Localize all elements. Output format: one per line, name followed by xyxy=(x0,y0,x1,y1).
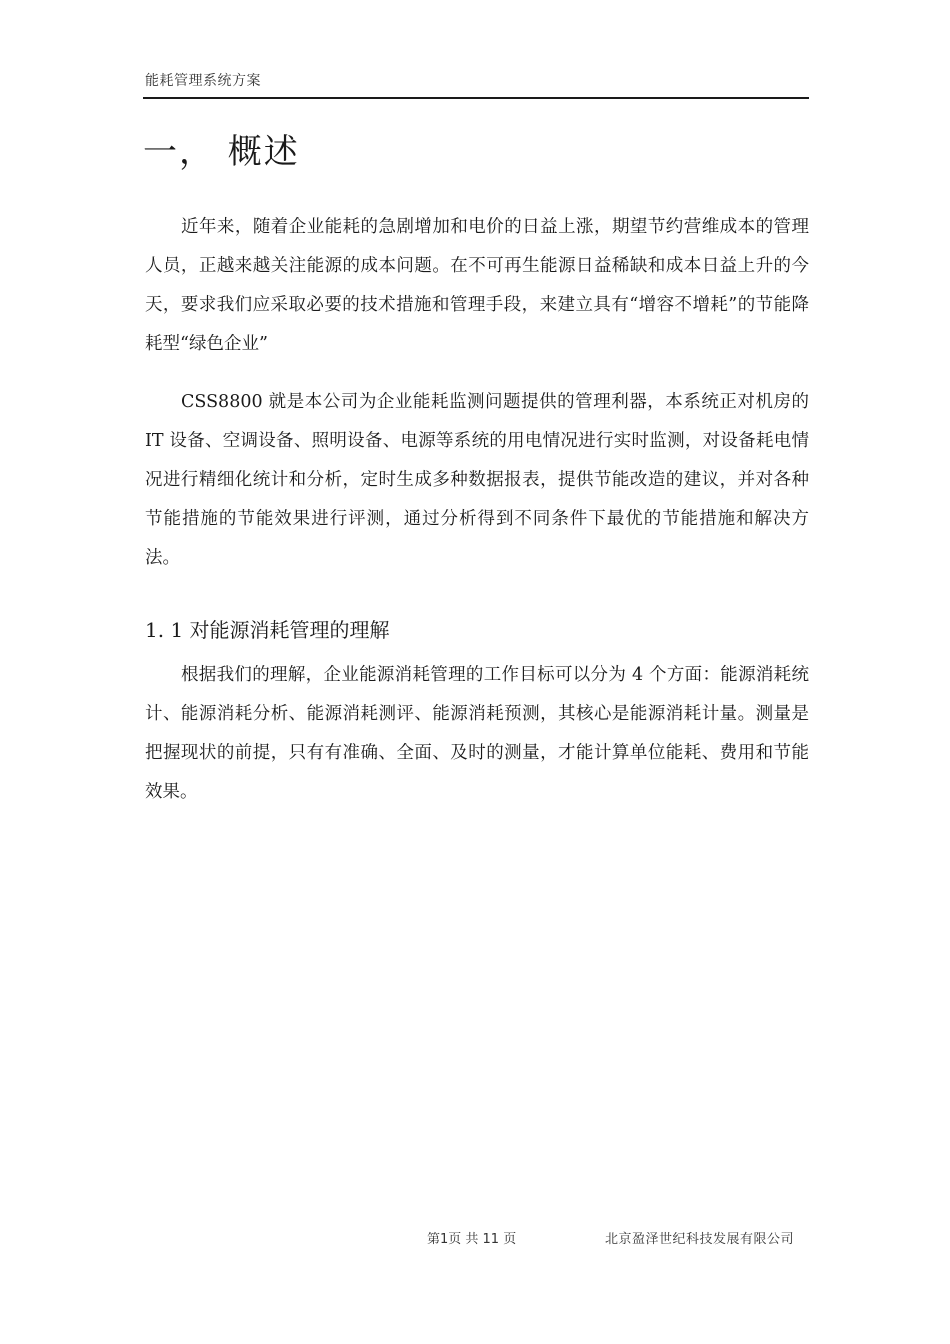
intro-paragraph: 近年来，随着企业能耗的急剧增加和电价的日益上涨，期望节约营维成本的管理人员，正越来越关注能源的成本问题。在不可再生能源日益稀缺和成本日益上升的今天，要求我们应采取必要的技术措施和管理手段，来建立具有“增容不增耗”的节能降耗型“绿色企业” xyxy=(145,217,809,354)
chapter-title: 一， 概述 xyxy=(143,132,300,172)
running-header: 能耗管理系统方案 xyxy=(145,73,261,89)
header-divider xyxy=(143,97,809,99)
product-paragraph: CSS8800 就是本公司为企业能耗监测问题提供的管理利器，本系统正对机房的 IT 设备、空调设备、照明设备、电源等系统的用电情况进行实时监测，对设备耗电情况进行精细化统计和分析，定时生成多种数据报表，提供节能改造的建议，并对各种节能措施的节能效果进行评测，通过分析得到不同条件下最优的节能措施和解决方法。 xyxy=(145,392,809,568)
company-name: 北京盈泽世纪科技发展有限公司 xyxy=(605,1232,795,1247)
section-title: 1. 1 对能源消耗管理的理解 xyxy=(145,618,390,642)
section-paragraph: 根据我们的理解，企业能源消耗管理的工作目标可以分为 4 个方面：能源消耗统计、能源消耗分析、能源消耗测评、能源消耗预测，其核心是能源消耗计量。测量是把握现状的前提，只有有准确、全面、及时的测量，才能计算单位能耗、费用和节能效果。 xyxy=(145,665,809,802)
page-number: 第1页 共 11 页 xyxy=(427,1232,517,1247)
